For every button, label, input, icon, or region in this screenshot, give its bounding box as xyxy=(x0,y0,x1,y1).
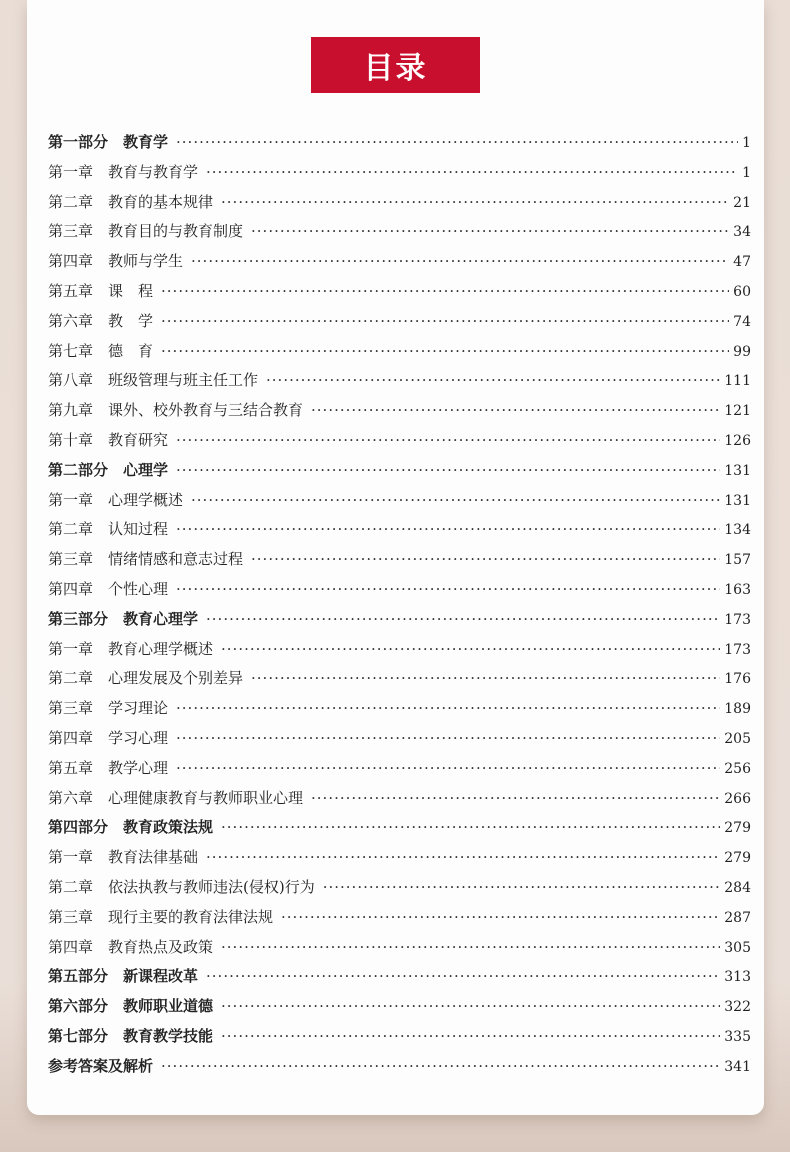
toc-page-number: 335 xyxy=(724,1028,751,1045)
toc-leader-dots xyxy=(176,724,720,754)
toc-entry-label: 第六部分 教师职业道德 xyxy=(48,997,214,1016)
toc-page-number: 1 xyxy=(742,135,751,151)
toc-entry-label: 第四章 教育热点及政策 xyxy=(48,937,214,956)
toc-chapter-entry[interactable] xyxy=(48,933,751,963)
toc-entry-label: 第三章 教育目的与教育制度 xyxy=(48,222,244,241)
toc-leader-dots xyxy=(161,307,729,337)
toc-chapter-entry[interactable] xyxy=(48,754,751,784)
toc-entry-label: 第三章 学习理论 xyxy=(48,699,169,718)
toc-leader-dots xyxy=(206,605,720,635)
toc-entry-label: 第五部分 新课程改革 xyxy=(48,967,199,986)
toc-chapter-entry[interactable] xyxy=(48,694,751,724)
toc-page-number: 287 xyxy=(724,909,751,926)
toc-entry-label: 第一章 教育与教育学 xyxy=(48,162,199,181)
toc-leader-dots xyxy=(311,396,720,426)
toc-page-number: 1 xyxy=(742,164,751,181)
toc-page-number: 111 xyxy=(724,373,751,390)
toc-chapter-entry[interactable] xyxy=(48,724,751,754)
toc-leader-dots xyxy=(176,754,720,784)
toc-chapter-entry[interactable] xyxy=(48,158,751,188)
toc-leader-dots xyxy=(221,188,729,218)
toc-page-number: 189 xyxy=(724,701,751,718)
toc-entry-label: 第三章 现行主要的教育法律法规 xyxy=(48,907,274,926)
toc-title-banner xyxy=(311,37,480,93)
toc-page-number: 47 xyxy=(733,254,751,271)
toc-entry-label: 第二章 心理发展及个别差异 xyxy=(48,669,244,688)
toc-entry-label: 第一部分 教育学 xyxy=(48,133,169,151)
toc-leader-dots xyxy=(221,635,720,665)
toc-page-number: 266 xyxy=(724,790,751,807)
toc-page-number: 284 xyxy=(724,879,751,896)
toc-page-number: 134 xyxy=(724,522,751,539)
toc-entry-label: 第六章 心理健康教育与教师职业心理 xyxy=(48,788,304,807)
toc-entry-label: 第一章 心理学概述 xyxy=(48,490,184,509)
toc-page-number: 157 xyxy=(724,552,751,569)
toc-chapter-entry[interactable] xyxy=(48,843,751,873)
toc-list xyxy=(48,128,751,1082)
toc-page-number: 173 xyxy=(724,641,751,658)
toc-page-number: 173 xyxy=(724,611,751,628)
toc-entry-label: 第三章 情绪情感和意志过程 xyxy=(48,550,244,569)
toc-page-number: 131 xyxy=(724,492,751,509)
toc-leader-dots xyxy=(251,217,729,247)
toc-chapter-entry[interactable] xyxy=(48,635,751,665)
toc-entry-label: 第四章 教师与学生 xyxy=(48,252,184,271)
toc-leader-dots xyxy=(176,575,720,605)
toc-chapter-entry[interactable] xyxy=(48,664,751,694)
toc-leader-dots xyxy=(221,992,720,1022)
toc-entry-label: 第四部分 教育政策法规 xyxy=(48,818,214,837)
toc-leader-dots xyxy=(206,843,720,873)
toc-leader-dots xyxy=(251,664,720,694)
toc-chapter-entry[interactable] xyxy=(48,575,751,605)
toc-page-number: 163 xyxy=(724,581,751,598)
toc-leader-dots xyxy=(251,545,720,575)
toc-entry-label: 第四章 个性心理 xyxy=(48,579,169,598)
toc-page-number: 341 xyxy=(724,1058,751,1075)
toc-page-number: 322 xyxy=(724,999,751,1016)
toc-page-number: 126 xyxy=(724,432,751,449)
toc-leader-dots xyxy=(161,277,729,307)
toc-entry-label: 第十章 教育研究 xyxy=(48,430,169,449)
toc-chapter-entry[interactable] xyxy=(48,873,751,903)
toc-entry-label: 第二章 认知过程 xyxy=(48,520,169,539)
toc-page-number: 99 xyxy=(733,343,751,360)
toc-page-number: 131 xyxy=(724,462,751,479)
toc-leader-dots xyxy=(161,1052,720,1082)
toc-entry-label: 第五章 教学心理 xyxy=(48,758,169,777)
toc-part-entry[interactable] xyxy=(48,1022,751,1052)
toc-chapter-entry[interactable] xyxy=(48,545,751,575)
toc-part-entry[interactable] xyxy=(48,992,751,1022)
toc-part-entry[interactable] xyxy=(48,962,751,992)
toc-page-number: 21 xyxy=(733,194,751,211)
toc-entry-label: 第四章 学习心理 xyxy=(48,728,169,747)
toc-entry-label: 参考答案及解析 xyxy=(48,1056,154,1075)
toc-part-entry[interactable] xyxy=(48,605,751,635)
toc-entry-label: 第一章 教育心理学概述 xyxy=(48,639,214,658)
toc-entry-label: 第六章 教 学 xyxy=(48,311,154,330)
toc-leader-dots xyxy=(176,515,720,545)
toc-page-number: 305 xyxy=(724,939,751,956)
toc-leader-dots xyxy=(176,426,720,456)
toc-page-number: 205 xyxy=(724,730,751,747)
toc-chapter-entry[interactable] xyxy=(48,515,751,545)
toc-entry-label: 第八章 班级管理与班主任工作 xyxy=(48,371,259,390)
toc-part-entry[interactable] xyxy=(48,1052,751,1082)
toc-chapter-entry[interactable] xyxy=(48,337,751,367)
toc-chapter-entry[interactable] xyxy=(48,426,751,456)
toc-page-number: 279 xyxy=(724,850,751,867)
toc-leader-dots xyxy=(323,873,721,903)
toc-chapter-entry[interactable] xyxy=(48,784,751,814)
toc-page-number: 121 xyxy=(724,403,751,420)
toc-chapter-entry[interactable] xyxy=(48,396,751,426)
toc-page-number: 60 xyxy=(733,283,751,300)
toc-leader-dots xyxy=(176,128,738,158)
toc-leader-dots xyxy=(191,486,720,516)
toc-page-number: 256 xyxy=(724,760,751,777)
toc-chapter-entry[interactable] xyxy=(48,247,751,277)
toc-leader-dots xyxy=(206,962,720,992)
toc-entry-label: 第五章 课 程 xyxy=(48,281,154,300)
toc-leader-dots xyxy=(161,337,729,367)
toc-part-entry[interactable] xyxy=(48,128,751,158)
toc-part-entry[interactable] xyxy=(48,456,751,486)
toc-chapter-entry[interactable] xyxy=(48,188,751,218)
toc-entry-label: 第二章 依法执教与教师违法(侵权)行为 xyxy=(48,877,315,896)
toc-leader-dots xyxy=(221,813,720,843)
toc-chapter-entry[interactable] xyxy=(48,307,751,337)
toc-chapter-entry[interactable] xyxy=(48,903,751,933)
toc-chapter-entry[interactable] xyxy=(48,217,751,247)
toc-entry-label: 第二章 教育的基本规律 xyxy=(48,192,214,211)
toc-entry-label: 第三部分 教育心理学 xyxy=(48,609,199,628)
toc-entry-label: 第九章 课外、校外教育与三结合教育 xyxy=(48,401,304,420)
toc-chapter-entry[interactable] xyxy=(48,277,751,307)
toc-leader-dots xyxy=(191,247,729,277)
toc-leader-dots xyxy=(311,784,720,814)
toc-entry-label: 第二部分 心理学 xyxy=(48,460,169,479)
toc-leader-dots xyxy=(266,366,720,396)
toc-page-number: 74 xyxy=(733,313,751,330)
toc-page-number: 34 xyxy=(733,224,751,241)
toc-part-entry[interactable] xyxy=(48,813,751,843)
toc-entry-label: 第七部分 教育教学技能 xyxy=(48,1026,214,1045)
toc-title: 目录 xyxy=(363,51,428,86)
toc-page-number: 176 xyxy=(724,671,751,688)
toc-leader-dots xyxy=(176,456,720,486)
toc-leader-dots xyxy=(221,1022,720,1052)
toc-leader-dots xyxy=(281,903,720,933)
toc-page-number: 279 xyxy=(724,820,751,837)
toc-leader-dots xyxy=(176,694,720,724)
toc-leader-dots xyxy=(221,933,720,963)
toc-entry-label: 第七章 德 育 xyxy=(48,341,154,360)
toc-entry-label: 第一章 教育法律基础 xyxy=(48,848,199,867)
toc-leader-dots xyxy=(206,158,738,188)
toc-chapter-entry[interactable] xyxy=(48,486,751,516)
toc-page-number: 313 xyxy=(724,969,751,986)
toc-chapter-entry[interactable] xyxy=(48,366,751,396)
